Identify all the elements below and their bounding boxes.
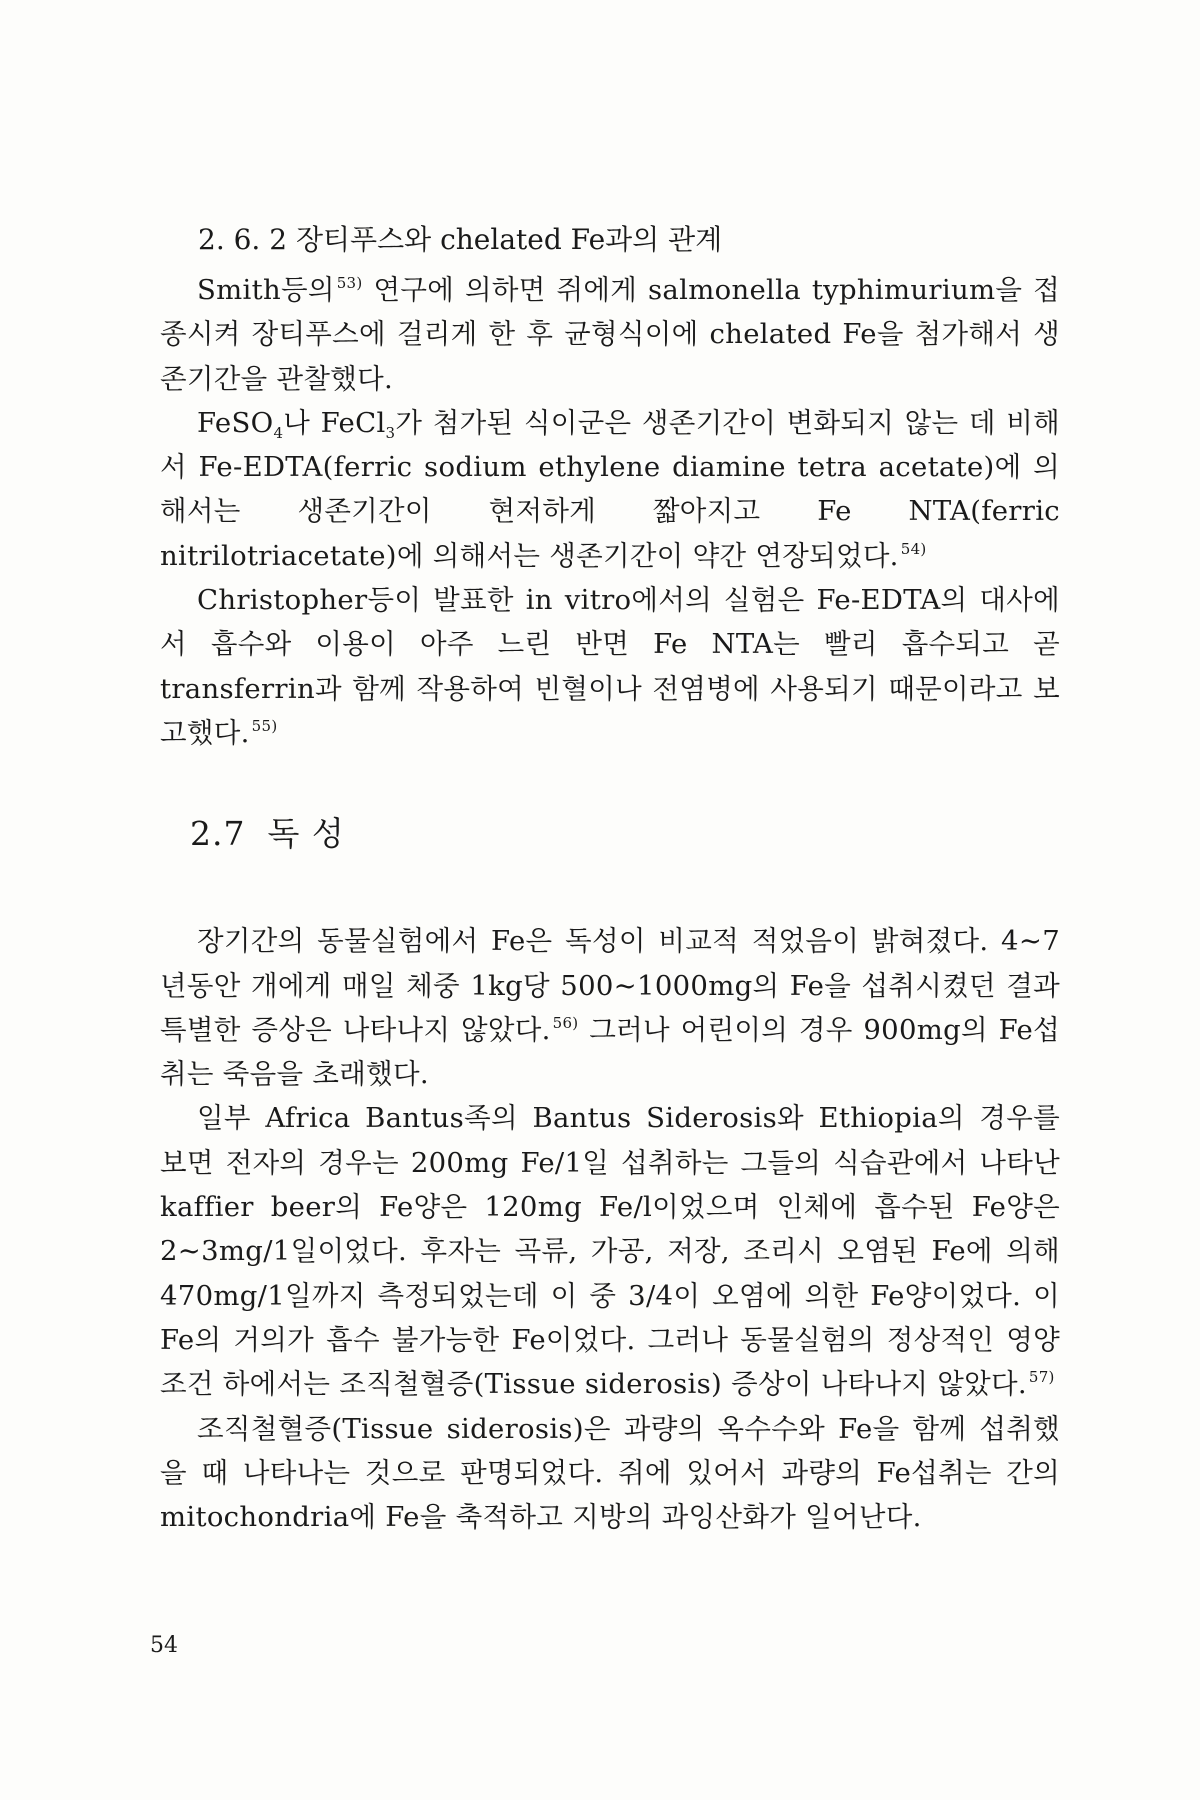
reference-marker: 55) (251, 716, 278, 735)
reference-marker: 57) (1028, 1368, 1055, 1387)
paragraph-text: Christopher등이 발표한 in vitro에서의 실험은 Fe-EDTA의 대사에서 흡수와 이용이 아주 느린 반면 Fe NTA는 빨리 흡수되고 곧 transferrin과 함께 작용하여 빈혈이나 전염병에 사용되기 때문이라고 보고했다. (160, 584, 1060, 749)
paragraph (160, 268, 1060, 401)
paragraph-text: Smith등의 (197, 274, 335, 306)
paragraph-text: 조직철혈증(Tissue siderosis)은 과량의 옥수수와 Fe을 함께 섭취했을 때 나타나는 것으로 판명되었다. 쥐에 있어서 과량의 Fe섭취는 간의 mitochondria에 Fe을 축적하고 지방의 과잉산화가 일어난다. (160, 1412, 1060, 1534)
paragraph (160, 1407, 1060, 1540)
reference-marker: 54) (900, 539, 927, 558)
paragraph-text: 장기간의 동물실험에서 Fe은 독성이 비교적 적었음이 밝혀졌다. 4∼7년동안 개에게 매일 체중 1kg당 500∼1000mg의 Fe을 섭취시켰던 결과 특별한 증상은 나타나지 않았다. (160, 925, 1060, 1046)
paragraph-text: 연구에 의하면 쥐에게 salmonella typhimurium을 접종시켜 장티푸스에 걸리게 한 후 균형식이에 chelated Fe을 첨가해서 생존기간을 관찰했다. (160, 274, 1060, 395)
subsection-heading: 2. 6. 2 장티푸스와 chelated Fe과의 관계 (198, 223, 723, 256)
reference-marker: 53) (336, 274, 363, 292)
chemical-subscript: 4 (273, 423, 284, 442)
paragraph-text: 일부 Africa Bantus족의 Bantus Siderosis와 Ethiopia의 경우를 보면 전자의 경우는 200mg Fe/1일 섭취하는 그들의 식습관에서 나타난 kaffier beer의 Fe양은 120mg Fe/l이었으며 인체에 흡수된 Fe양은 2∼3mg/1일이었다. 후자는 곡류, 가공, 저장, 조리시 오염된 Fe에 의해 470mg/1일까지 측정되었는데 이 중 3/4이 오염에 의한 Fe양이었다. 이 Fe의 거의가 흡수 불가능한 Fe이었다. 그러나 동물실험의 정상적인 영양 조건 하에서는 조직철혈증(Tissue siderosis) 증상이 나타나지 않았다. (160, 1102, 1060, 1401)
page-content (160, 218, 1060, 1539)
section-number: 2.7 (190, 814, 246, 854)
paragraph (160, 919, 1060, 1096)
paragraph (160, 578, 1060, 755)
paragraph-text: 그러나 어린이의 경우 900mg의 Fe섭취는 죽음을 초래했다. (160, 1013, 1060, 1091)
section-title: 독 성 (267, 814, 345, 854)
paragraph (160, 1096, 1060, 1406)
reference-marker: 56) (552, 1013, 579, 1032)
subsection-body (160, 268, 1060, 755)
section-body (160, 919, 1060, 1539)
paragraph-text: 가 첨가된 식이군은 생존기간이 변화되지 않는 데 비해서 Fe-EDTA(ferric sodium ethylene diamine tetra acetate)에 의해서는 생존기간이 현저하게 짧아지고 Fe NTA(ferric nitrilotriacetate)에 의해서는 생존기간이 약간 연장되었다. (160, 406, 1060, 572)
paragraph-text: 나 FeCl (283, 406, 386, 439)
section-heading (190, 809, 1060, 859)
page-number: 54 (150, 1633, 178, 1658)
paragraph-text: FeSO (197, 406, 274, 439)
chemical-subscript: 3 (385, 423, 396, 442)
paragraph (160, 401, 1060, 578)
